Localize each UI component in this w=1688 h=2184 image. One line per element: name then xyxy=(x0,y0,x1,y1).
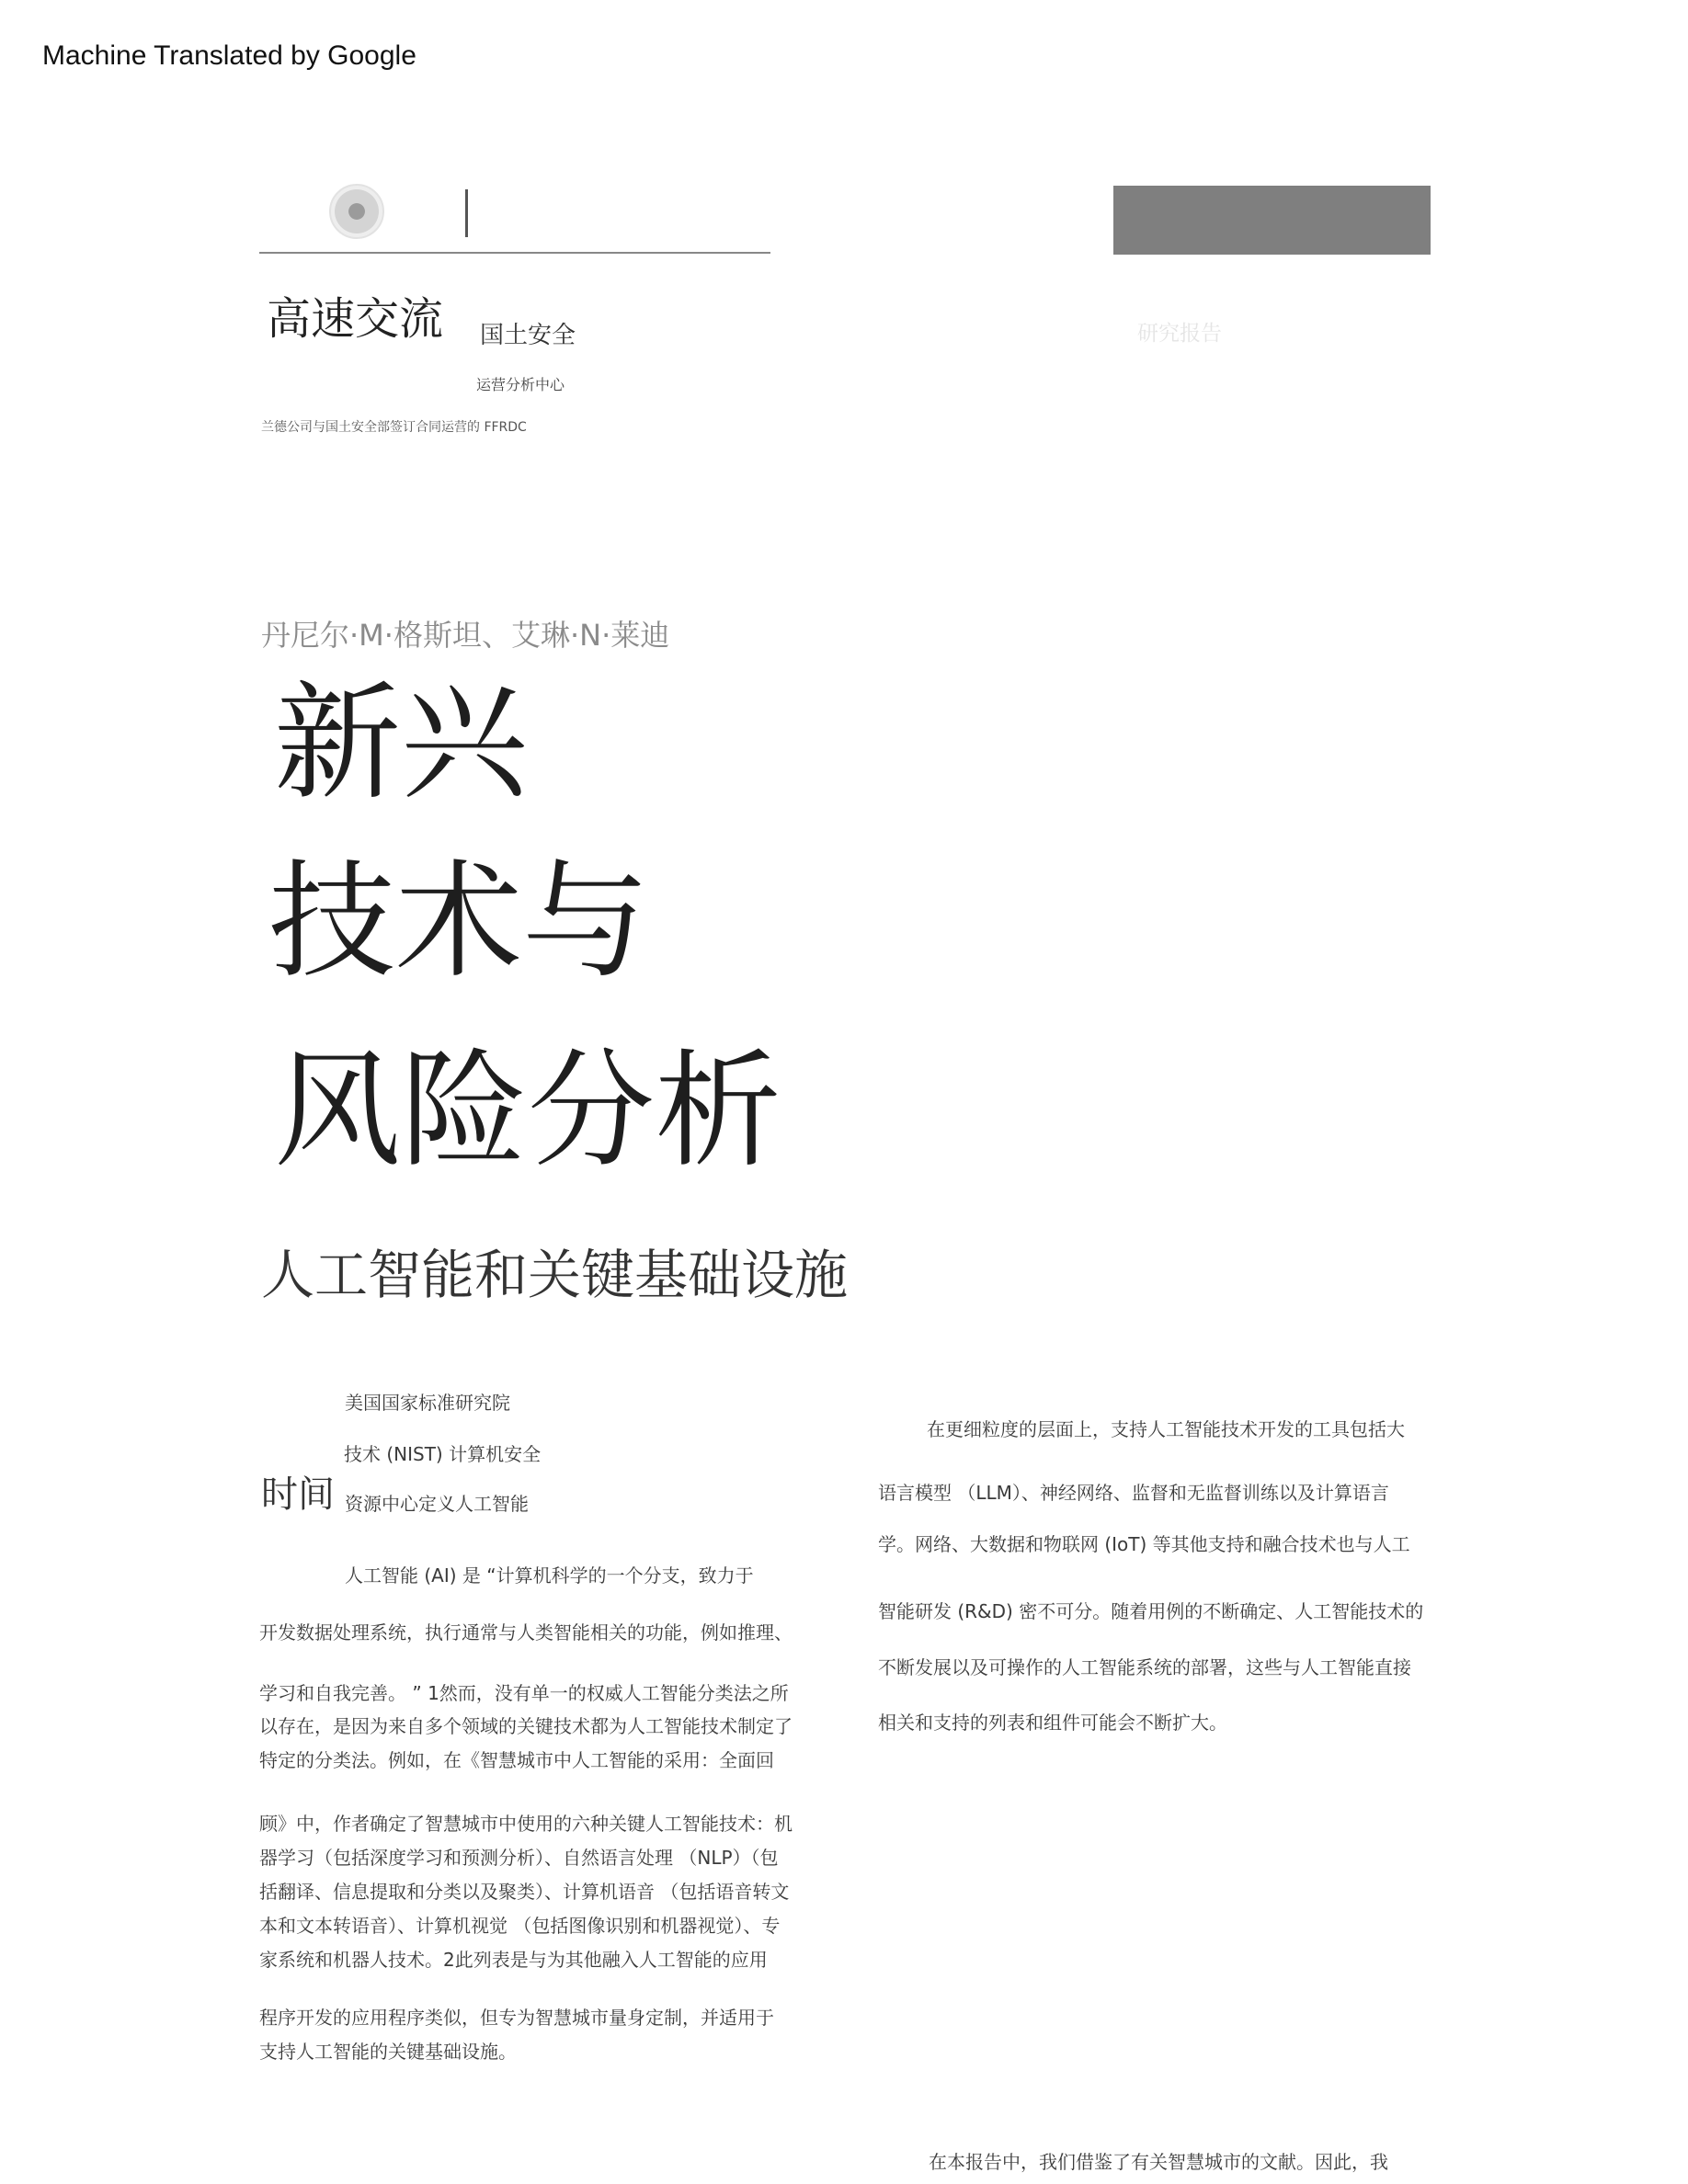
body-line: 不断发展以及可操作的人工智能系统的部署，这些与人工智能直接 xyxy=(878,1656,1411,1678)
title-line-2: 技术与 xyxy=(268,847,650,995)
dhs-seal-logo xyxy=(329,184,384,239)
body-line: 在本报告中，我们借鉴了有关智慧城市的文献。因此，我 xyxy=(929,2151,1388,2173)
body-line: 智能研发 (R&D) 密不可分。随着用例的不断确定、人工智能技术的 xyxy=(878,1600,1424,1622)
intro-line: 资源中心定义人工智能 xyxy=(345,1493,529,1515)
homeland-security-label: 国土安全 xyxy=(480,322,576,349)
body-line: 程序开发的应用程序类似，但专为智慧城市量身定制，并适用于 xyxy=(259,2007,774,2029)
hsoac-title: 高速交流 xyxy=(267,293,444,345)
research-report-label: 研究报告 xyxy=(1137,322,1222,346)
body-line: 学。网络、大数据和物联网 (IoT) 等其他支持和融合技术也与人工 xyxy=(878,1533,1410,1555)
title-line-1: 新兴 xyxy=(274,669,529,817)
body-line: 人工智能 (AI) 是 “计算机科学的一个分支，致力于 xyxy=(345,1564,754,1587)
body-line: 家系统和机器人技术。2此列表是与为其他融入人工智能的应用 xyxy=(259,1949,768,1971)
body-line: 开发数据处理系统，执行通常与人类智能相关的功能，例如推理、 xyxy=(259,1621,793,1644)
machine-translated-banner: Machine Translated by Google xyxy=(42,40,416,71)
drop-word: 时间 xyxy=(261,1473,335,1516)
body-line: 特定的分类法。例如，在《智慧城市中人工智能的采用：全面回 xyxy=(259,1749,774,1771)
ffrdc-statement: 兰德公司与国土安全部签订合同运营的 FFRDC xyxy=(261,420,527,435)
body-line: 顾》中，作者确定了智慧城市中使用的六种关键人工智能技术：机 xyxy=(259,1813,793,1835)
body-line: 语言模型 （LLM）、神经网络、监督和无监督训练以及计算语言 xyxy=(878,1482,1389,1504)
body-line: 器学习（包括深度学习和预测分析）、自然语言处理 （NLP）（包 xyxy=(259,1847,779,1869)
authors: 丹尼尔·M·格斯坦、艾琳·N·莱迪 xyxy=(261,618,670,653)
rand-logo-block xyxy=(1113,186,1431,255)
body-line: 括翻译、信息提取和分类以及聚类）、计算机语音 （包括语音转文 xyxy=(259,1881,790,1903)
body-line: 相关和支持的列表和组件可能会不断扩大。 xyxy=(878,1712,1227,1734)
body-line: 本和文本转语音）、计算机视觉 （包括图像识别和机器视觉）、专 xyxy=(259,1915,781,1937)
operational-analysis-center-label: 运营分析中心 xyxy=(476,376,565,393)
body-line: 支持人工智能的关键基础设施。 xyxy=(259,2041,517,2063)
body-line: 学习和自我完善。 ” 1然而，没有单一的权威人工智能分类法之所 xyxy=(259,1682,789,1704)
header-rule xyxy=(259,252,770,254)
body-line: 以存在，是因为来自多个领域的关键技术都为人工智能技术制定了 xyxy=(259,1715,793,1737)
intro-line: 技术 (NIST) 计算机安全 xyxy=(344,1443,542,1465)
intro-line: 美国国家标准研究院 xyxy=(345,1392,510,1414)
subtitle: 人工智能和关键基础设施 xyxy=(261,1244,849,1306)
title-line-3: 风险分析 xyxy=(274,1037,782,1185)
logo-divider xyxy=(465,189,468,237)
body-line: 在更细粒度的层面上，支持人工智能技术开发的工具包括大 xyxy=(927,1418,1405,1440)
